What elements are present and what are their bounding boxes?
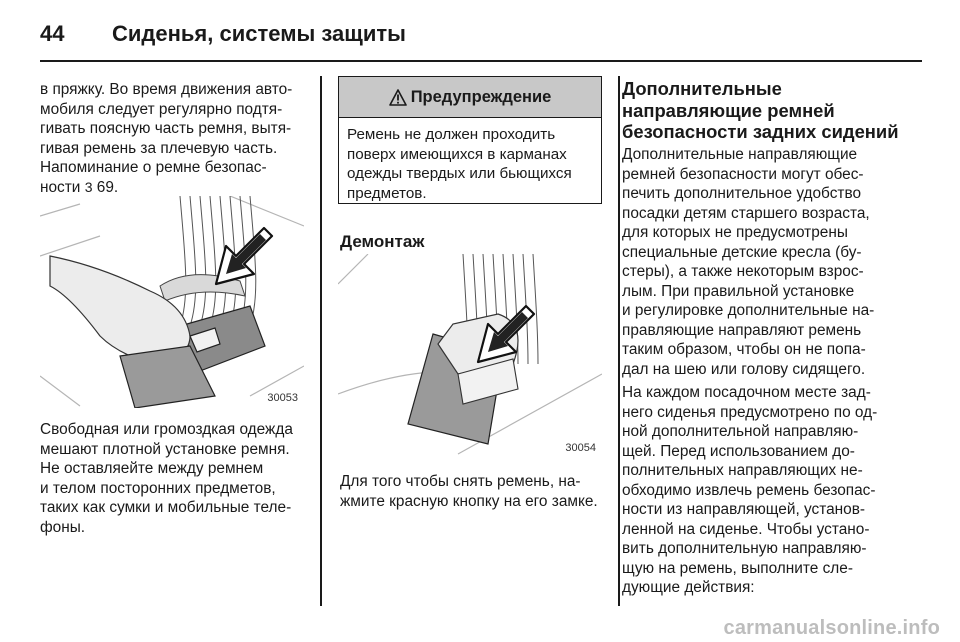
page-title: Сиденья, системы защиты xyxy=(112,21,406,46)
page-reference: 69. xyxy=(96,178,119,196)
buckle-release-drawing xyxy=(338,254,602,458)
col3-paragraph-2: На каждом посадочном месте зад- него сиденья предусмотрено по од- ной дополнительной направляю- щей. Перед использованием до- полнительных направляющих не- обходимо извлечь ремень безопас- ности из направляющей, установ- ленной на сиденье. Чтобы устано- вить дополнительную направляю- щую на ремень, выполните сле- дующие действия: xyxy=(622,384,878,596)
column-divider-left xyxy=(320,76,322,606)
warning-box xyxy=(338,76,602,204)
illustration-buckle-release xyxy=(338,254,602,458)
col1-paragraph-2: Свободная или громоздкая одежда мешают плотной установке ремня. Не оставляейте между ремнем и телом посторонних предметов, таких как сумки и мобильные теле- фоны. xyxy=(40,421,293,536)
warning-triangle-icon xyxy=(389,89,407,106)
col1-p1-text: в пряжку. Во время движения авто- мобиля следует регулярно подтя- гивать поясную часть ремня, вытя- гивая ремень за плечевую часть. Напоминание о ремне безопас- ности xyxy=(40,81,293,196)
page-number: 44 xyxy=(40,21,65,46)
illustration-buckle-insert xyxy=(40,196,304,408)
page-header xyxy=(40,14,406,54)
figure-number: 30053 xyxy=(267,392,298,404)
buckle-insert-drawing xyxy=(40,196,304,408)
watermark: carmanualsonline.info xyxy=(723,617,940,639)
col1-paragraph-1 xyxy=(40,80,312,197)
arrow-reference-icon: 3 xyxy=(84,178,93,195)
column-divider-right xyxy=(618,76,620,606)
warning-text: Ремень не должен проходить поверх имеющихся в карманах одежды твердых или бьющихся предметов. xyxy=(347,126,572,202)
col2-paragraph-1: Для того чтобы снять ремень, на- жмите красную кнопку на его замке. xyxy=(340,473,598,510)
figure-number: 30054 xyxy=(565,442,596,454)
col3-paragraph-1: Дополнительные направляющие ремней безопасности могут обес- печить дополнительное удобство посадки детям старшего возраста, для которых не предусмотрены специальные детские кресла (бу- стеры), а также некоторым взрос- лым. При правильной установке и регулировке дополнительные на- правляющие направляют ремень таким образом, чтобы он не попа- дал на шею или голову сидящего. xyxy=(622,146,875,378)
section-subheading: Демонтаж xyxy=(340,232,425,251)
warning-title: Предупреждение xyxy=(410,87,552,106)
section-title: Дополнительные направляющие ремней безопасности задних сидений xyxy=(622,78,899,142)
header-rule xyxy=(40,60,922,62)
warning-header xyxy=(339,77,601,118)
